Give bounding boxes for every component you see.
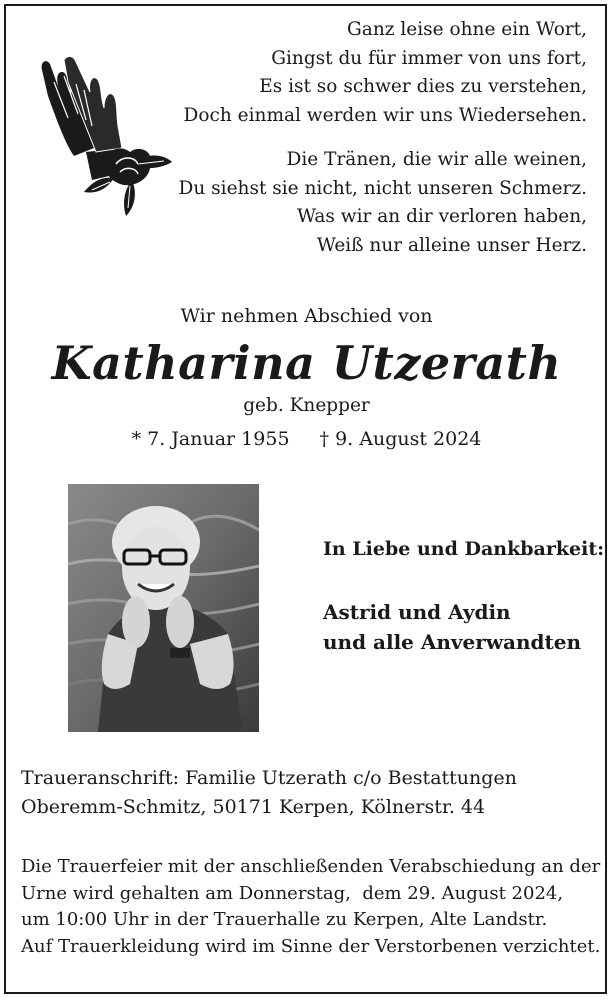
address-line: Oberemm-Schmitz, 50171 Kerpen, Kölnerstr. 44 bbox=[21, 796, 486, 818]
praying-hands-with-rose-icon bbox=[34, 52, 174, 222]
poem-line: Die Tränen, die wir alle weinen, bbox=[286, 149, 587, 170]
mourners-list bbox=[323, 597, 581, 657]
mourner-line: Astrid und Aydin bbox=[323, 600, 511, 624]
poem-line: Was wir an dir verloren haben, bbox=[296, 206, 587, 227]
poem-line: Es ist so schwer dies zu verstehen, bbox=[259, 76, 587, 97]
birth-date: * 7. Januar 1955 bbox=[131, 428, 290, 450]
life-dates bbox=[0, 428, 613, 450]
ceremony-line: Auf Trauerkleidung wird im Sinne der Verstorbenen verzichtet. bbox=[21, 935, 601, 957]
ceremony-line: um 10:00 Uhr in der Trauerhalle zu Kerpen, Alte Landstr. bbox=[21, 909, 548, 930]
poem-stanza-2 bbox=[179, 146, 587, 260]
mourning-address bbox=[21, 764, 517, 822]
poem-line: Ganz leise ohne ein Wort, bbox=[347, 19, 587, 40]
ceremony-details bbox=[21, 854, 600, 960]
poem-line: Du siehst sie nicht, nicht unseren Schmerz. bbox=[178, 177, 587, 199]
ceremony-line: Die Trauerfeier mit der anschließenden Verabschiedung an der bbox=[21, 856, 601, 877]
poem-stanza-1 bbox=[184, 16, 587, 130]
birth-name: geb. Knepper bbox=[243, 395, 370, 416]
poem-line: Weiß nur alleine unser Herz. bbox=[316, 234, 587, 256]
poem-line: Gingst du für immer von uns fort, bbox=[271, 47, 587, 69]
death-date: † 9. August 2024 bbox=[319, 428, 482, 450]
mourners-heading: In Liebe und Dankbarkeit: bbox=[323, 538, 605, 560]
portrait-photo bbox=[68, 484, 259, 732]
ceremony-line: Urne wird gehalten am Donnerstag, dem 29. August 2024, bbox=[21, 882, 564, 904]
mourner-line: und alle Anverwandten bbox=[323, 630, 582, 654]
address-line: Traueranschrift: Familie Utzerath c/o Bestattungen bbox=[21, 767, 517, 789]
farewell-intro: Wir nehmen Abschied von bbox=[180, 305, 433, 327]
deceased-name: Katharina Utzerath bbox=[51, 336, 562, 390]
poem-line: Doch einmal werden wir uns Wiedersehen. bbox=[183, 104, 587, 126]
